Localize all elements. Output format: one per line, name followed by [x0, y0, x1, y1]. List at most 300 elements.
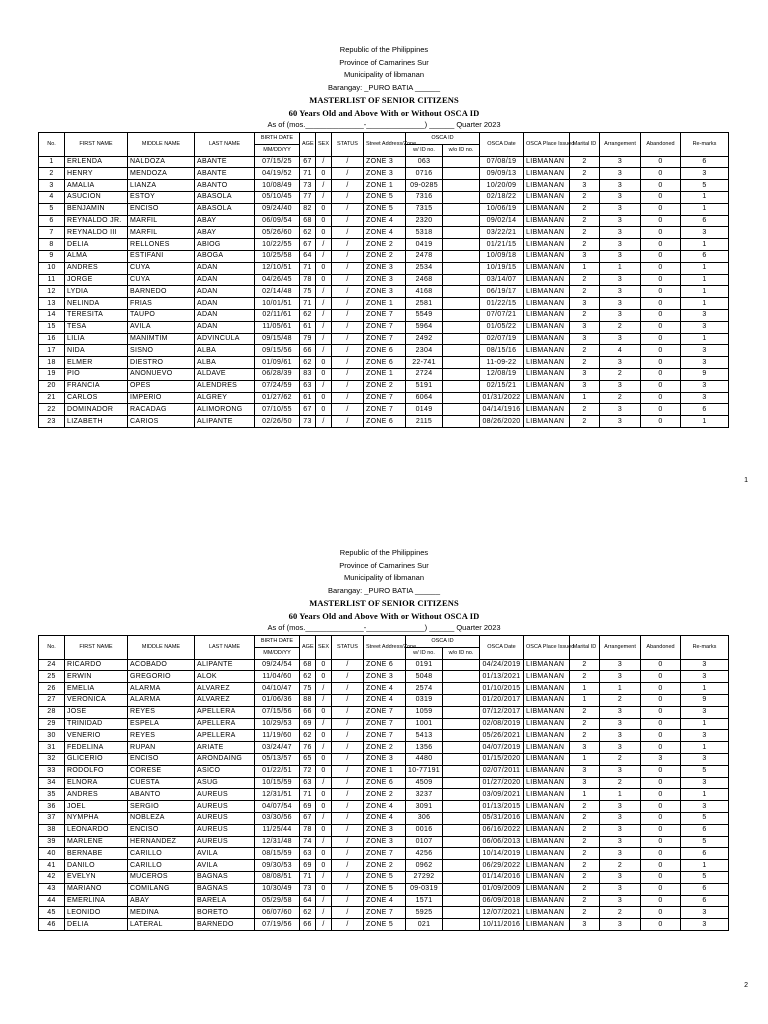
cell-sex: /: [316, 871, 332, 883]
cell-osca-date: 06/09/2018: [480, 895, 524, 907]
cell-birth-date: 12/31/51: [255, 789, 300, 801]
cell-first-name: EMELIA: [65, 683, 128, 695]
table-row: [39, 298, 729, 310]
cell-osca-without-id: [443, 333, 480, 345]
cell-no: 42: [39, 871, 65, 883]
document-subtitle: 60 Years Old and Above With or Without OSCA ID: [288, 610, 480, 621]
cell-osca-date: 03/09/2021: [480, 789, 524, 801]
cell-marital: 1: [570, 753, 600, 765]
cell-osca-with-id: 2320: [406, 215, 443, 227]
cell-osca-with-id: 4480: [406, 753, 443, 765]
table-row: [39, 919, 729, 931]
cell-first-name: GLICERIO: [65, 753, 128, 765]
cell-remarks: 9: [681, 368, 729, 380]
cell-first-name: ANDRES: [65, 262, 128, 274]
cell-osca-with-id: 1001: [406, 718, 443, 730]
cell-birth-date: 01/06/36: [255, 694, 300, 706]
cell-arrangement: 3: [600, 919, 641, 931]
cell-middle-name: MARFIL: [128, 215, 195, 227]
table-row: [39, 250, 729, 262]
col-sex: SEX: [316, 636, 332, 660]
col-sex: SEX: [316, 133, 332, 157]
cell-osca-place: LIBMANAN: [524, 671, 570, 683]
cell-osca-without-id: [443, 368, 480, 380]
cell-no: 35: [39, 789, 65, 801]
cell-street: ZONE 7: [364, 321, 406, 333]
cell-remarks: 3: [681, 321, 729, 333]
cell-first-name: ALMA: [65, 250, 128, 262]
cell-arrangement: 2: [600, 694, 641, 706]
cell-marital: 1: [570, 789, 600, 801]
cell-middle-name: LATERAL: [128, 919, 195, 931]
cell-age: 66: [300, 919, 316, 931]
table-row: [39, 380, 729, 392]
cell-age: 71: [300, 871, 316, 883]
cell-status: /: [332, 777, 364, 789]
cell-birth-date: 03/30/56: [255, 812, 300, 824]
cell-osca-place: LIBMANAN: [524, 345, 570, 357]
cell-middle-name: CARILLO: [128, 848, 195, 860]
cell-remarks: 1: [681, 298, 729, 310]
cell-osca-place: LIBMANAN: [524, 789, 570, 801]
cell-middle-name: ANONUEVO: [128, 368, 195, 380]
cell-age: 67: [300, 239, 316, 251]
cell-osca-place: LIBMANAN: [524, 416, 570, 428]
masterlist-table: [38, 635, 729, 931]
cell-status: /: [332, 168, 364, 180]
cell-abandoned: 0: [641, 227, 681, 239]
cell-arrangement: 3: [600, 659, 641, 671]
cell-osca-place: LIBMANAN: [524, 227, 570, 239]
cell-marital: 2: [570, 836, 600, 848]
cell-arrangement: 2: [600, 907, 641, 919]
cell-street: ZONE 7: [364, 848, 406, 860]
cell-marital: 2: [570, 227, 600, 239]
cell-arrangement: 1: [600, 789, 641, 801]
cell-osca-without-id: [443, 683, 480, 695]
cell-status: /: [332, 895, 364, 907]
cell-osca-with-id: 0419: [406, 239, 443, 251]
cell-first-name: NIDA: [65, 345, 128, 357]
cell-osca-without-id: [443, 907, 480, 919]
cell-osca-without-id: [443, 215, 480, 227]
cell-abandoned: 0: [641, 191, 681, 203]
cell-age: 62: [300, 671, 316, 683]
cell-osca-date: 01/31/2022: [480, 392, 524, 404]
cell-osca-place: LIBMANAN: [524, 203, 570, 215]
cell-first-name: LIZABETH: [65, 416, 128, 428]
cell-first-name: ERWIN: [65, 671, 128, 683]
cell-no: 1: [39, 156, 65, 168]
cell-last-name: BAGNAS: [195, 883, 255, 895]
cell-no: 22: [39, 404, 65, 416]
cell-no: 28: [39, 706, 65, 718]
cell-osca-with-id: 063: [406, 156, 443, 168]
cell-no: 11: [39, 274, 65, 286]
cell-remarks: 3: [681, 730, 729, 742]
cell-middle-name: SERGIO: [128, 801, 195, 813]
cell-osca-without-id: [443, 659, 480, 671]
cell-last-name: ARIATE: [195, 742, 255, 754]
cell-osca-date: 01/22/15: [480, 298, 524, 310]
cell-status: /: [332, 753, 364, 765]
cell-sex: /: [316, 718, 332, 730]
cell-osca-with-id: 5964: [406, 321, 443, 333]
cell-abandoned: 0: [641, 777, 681, 789]
cell-osca-place: LIBMANAN: [524, 907, 570, 919]
cell-first-name: EVELYN: [65, 871, 128, 883]
col-without-id: w/o ID no.: [443, 647, 480, 659]
cell-osca-date: 04/07/2019: [480, 742, 524, 754]
cell-last-name: AUREUS: [195, 812, 255, 824]
cell-marital: 3: [570, 742, 600, 754]
cell-abandoned: 0: [641, 404, 681, 416]
cell-first-name: LILIA: [65, 333, 128, 345]
cell-osca-date: 01/09/2009: [480, 883, 524, 895]
cell-abandoned: 0: [641, 836, 681, 848]
table-row: [39, 824, 729, 836]
cell-osca-with-id: 0319: [406, 694, 443, 706]
cell-sex: /: [316, 309, 332, 321]
cell-osca-without-id: [443, 883, 480, 895]
cell-age: 69: [300, 860, 316, 872]
cell-middle-name: CUYA: [128, 262, 195, 274]
cell-marital: 2: [570, 730, 600, 742]
cell-first-name: LEONIDO: [65, 907, 128, 919]
cell-remarks: 1: [681, 239, 729, 251]
cell-marital: 2: [570, 239, 600, 251]
cell-age: 73: [300, 416, 316, 428]
cell-birth-date: 06/09/54: [255, 215, 300, 227]
cell-middle-name: GREGORIO: [128, 671, 195, 683]
cell-age: 64: [300, 250, 316, 262]
cell-osca-with-id: 4509: [406, 777, 443, 789]
cell-first-name: DOMINADOR: [65, 404, 128, 416]
cell-osca-with-id: 5549: [406, 309, 443, 321]
header-republic: Republic of the Philippines: [339, 548, 429, 557]
cell-osca-date: 01/05/22: [480, 321, 524, 333]
cell-sex: /: [316, 919, 332, 931]
cell-status: /: [332, 357, 364, 369]
cell-last-name: BORETO: [195, 907, 255, 919]
cell-age: 68: [300, 215, 316, 227]
cell-sex: 0: [316, 671, 332, 683]
cell-remarks: 1: [681, 203, 729, 215]
cell-remarks: 3: [681, 907, 729, 919]
header-republic: Republic of the Philippines: [339, 45, 429, 54]
cell-birth-date: 09/30/53: [255, 860, 300, 872]
cell-arrangement: 3: [600, 706, 641, 718]
cell-osca-without-id: [443, 239, 480, 251]
cell-last-name: ALVAREZ: [195, 683, 255, 695]
cell-remarks: 5: [681, 812, 729, 824]
cell-no: 38: [39, 824, 65, 836]
cell-street: ZONE 1: [364, 180, 406, 192]
col-osca-place: OSCA Place Issued: [524, 133, 570, 157]
cell-status: /: [332, 694, 364, 706]
cell-osca-with-id: 5048: [406, 671, 443, 683]
cell-middle-name: RACADAG: [128, 404, 195, 416]
cell-marital: 3: [570, 380, 600, 392]
cell-arrangement: 3: [600, 309, 641, 321]
cell-status: /: [332, 907, 364, 919]
cell-last-name: BARELA: [195, 895, 255, 907]
cell-sex: /: [316, 380, 332, 392]
cell-abandoned: 0: [641, 203, 681, 215]
cell-abandoned: 0: [641, 156, 681, 168]
cell-osca-date: 03/22/21: [480, 227, 524, 239]
cell-status: /: [332, 416, 364, 428]
document-header: [0, 44, 768, 132]
cell-middle-name: CARIOS: [128, 416, 195, 428]
cell-no: 5: [39, 203, 65, 215]
col-with-id: w/ ID no.: [406, 647, 443, 659]
cell-age: 63: [300, 777, 316, 789]
cell-first-name: AMALIA: [65, 180, 128, 192]
cell-osca-without-id: [443, 753, 480, 765]
col-arrangement: Arrangement: [600, 133, 641, 157]
cell-osca-without-id: [443, 321, 480, 333]
cell-age: 67: [300, 404, 316, 416]
cell-age: 69: [300, 801, 316, 813]
cell-osca-without-id: [443, 227, 480, 239]
cell-abandoned: 0: [641, 730, 681, 742]
cell-marital: 2: [570, 156, 600, 168]
cell-osca-date: 01/27/2020: [480, 777, 524, 789]
cell-osca-place: LIBMANAN: [524, 812, 570, 824]
cell-osca-date: 10/20/09: [480, 180, 524, 192]
cell-sex: 0: [316, 274, 332, 286]
cell-sex: /: [316, 298, 332, 310]
cell-remarks: 3: [681, 777, 729, 789]
cell-marital: 2: [570, 812, 600, 824]
table-row: [39, 671, 729, 683]
cell-birth-date: 03/24/47: [255, 742, 300, 754]
cell-arrangement: 3: [600, 871, 641, 883]
cell-no: 19: [39, 368, 65, 380]
cell-marital: 2: [570, 274, 600, 286]
cell-birth-date: 04/26/45: [255, 274, 300, 286]
cell-middle-name: ALARMA: [128, 683, 195, 695]
cell-marital: 2: [570, 706, 600, 718]
cell-last-name: ABIOG: [195, 239, 255, 251]
cell-marital: 2: [570, 895, 600, 907]
cell-osca-without-id: [443, 706, 480, 718]
cell-arrangement: 3: [600, 742, 641, 754]
table-row: [39, 694, 729, 706]
cell-abandoned: 0: [641, 789, 681, 801]
cell-abandoned: 0: [641, 250, 681, 262]
cell-osca-without-id: [443, 392, 480, 404]
cell-middle-name: ALARMA: [128, 694, 195, 706]
cell-remarks: 6: [681, 895, 729, 907]
cell-osca-with-id: 1356: [406, 742, 443, 754]
cell-osca-with-id: 5191: [406, 380, 443, 392]
cell-sex: /: [316, 777, 332, 789]
cell-first-name: BERNABE: [65, 848, 128, 860]
cell-osca-with-id: 2534: [406, 262, 443, 274]
cell-birth-date: 02/11/61: [255, 309, 300, 321]
cell-age: 63: [300, 380, 316, 392]
cell-no: 9: [39, 250, 65, 262]
cell-abandoned: 0: [641, 848, 681, 860]
cell-marital: 1: [570, 683, 600, 695]
cell-osca-place: LIBMANAN: [524, 683, 570, 695]
cell-age: 69: [300, 718, 316, 730]
cell-osca-date: 06/06/2013: [480, 836, 524, 848]
cell-status: /: [332, 156, 364, 168]
cell-no: 8: [39, 239, 65, 251]
cell-osca-date: 01/15/2020: [480, 753, 524, 765]
cell-arrangement: 3: [600, 730, 641, 742]
cell-remarks: 1: [681, 333, 729, 345]
cell-status: /: [332, 227, 364, 239]
cell-age: 66: [300, 706, 316, 718]
table-row: [39, 286, 729, 298]
cell-no: 36: [39, 801, 65, 813]
cell-osca-place: LIBMANAN: [524, 765, 570, 777]
cell-first-name: ANDRES: [65, 789, 128, 801]
cell-osca-with-id: 7315: [406, 203, 443, 215]
cell-no: 44: [39, 895, 65, 907]
cell-marital: 2: [570, 345, 600, 357]
cell-birth-date: 12/31/48: [255, 836, 300, 848]
cell-marital: 2: [570, 801, 600, 813]
col-without-id: w/o ID no.: [443, 144, 480, 156]
cell-status: /: [332, 262, 364, 274]
table-row: [39, 168, 729, 180]
cell-birth-date: 12/10/51: [255, 262, 300, 274]
cell-first-name: VENERIO: [65, 730, 128, 742]
cell-first-name: DELIA: [65, 239, 128, 251]
cell-arrangement: 3: [600, 416, 641, 428]
cell-remarks: 1: [681, 286, 729, 298]
cell-birth-date: 02/26/50: [255, 416, 300, 428]
cell-osca-without-id: [443, 671, 480, 683]
cell-last-name: ABANTE: [195, 168, 255, 180]
cell-marital: 2: [570, 404, 600, 416]
cell-last-name: ASICO: [195, 765, 255, 777]
cell-osca-without-id: [443, 730, 480, 742]
cell-osca-place: LIBMANAN: [524, 392, 570, 404]
col-age: AGE: [300, 636, 316, 660]
cell-birth-date: 07/10/55: [255, 404, 300, 416]
cell-birth-date: 09/15/48: [255, 333, 300, 345]
cell-first-name: RODOLFO: [65, 765, 128, 777]
table-row: [39, 753, 729, 765]
table-row: [39, 907, 729, 919]
cell-no: 13: [39, 298, 65, 310]
col-osca-date: OSCA Date: [480, 133, 524, 157]
cell-osca-place: LIBMANAN: [524, 321, 570, 333]
cell-last-name: ADAN: [195, 286, 255, 298]
cell-abandoned: 0: [641, 706, 681, 718]
cell-marital: 3: [570, 321, 600, 333]
cell-abandoned: 0: [641, 860, 681, 872]
cell-age: 62: [300, 227, 316, 239]
cell-no: 45: [39, 907, 65, 919]
cell-arrangement: 3: [600, 239, 641, 251]
cell-age: 66: [300, 345, 316, 357]
cell-no: 26: [39, 683, 65, 695]
cell-age: 75: [300, 286, 316, 298]
cell-osca-place: LIBMANAN: [524, 730, 570, 742]
cell-street: ZONE 4: [364, 694, 406, 706]
cell-osca-place: LIBMANAN: [524, 298, 570, 310]
cell-osca-without-id: [443, 357, 480, 369]
cell-osca-date: 01/21/15: [480, 239, 524, 251]
cell-no: 6: [39, 215, 65, 227]
cell-abandoned: 0: [641, 895, 681, 907]
cell-no: 43: [39, 883, 65, 895]
cell-last-name: AUREUS: [195, 824, 255, 836]
cell-street: ZONE 2: [364, 742, 406, 754]
cell-birth-date: 09/15/56: [255, 345, 300, 357]
cell-sex: 0: [316, 368, 332, 380]
cell-sex: 0: [316, 824, 332, 836]
cell-birth-date: 02/14/48: [255, 286, 300, 298]
cell-middle-name: BARNEDO: [128, 286, 195, 298]
table-row: [39, 742, 729, 754]
cell-marital: 2: [570, 860, 600, 872]
cell-birth-date: 10/30/49: [255, 883, 300, 895]
cell-abandoned: 0: [641, 683, 681, 695]
cell-age: 65: [300, 753, 316, 765]
cell-street: ZONE 5: [364, 919, 406, 931]
cell-no: 2: [39, 168, 65, 180]
cell-status: /: [332, 203, 364, 215]
cell-osca-with-id: 2581: [406, 298, 443, 310]
cell-arrangement: 2: [600, 392, 641, 404]
cell-status: /: [332, 239, 364, 251]
cell-osca-place: LIBMANAN: [524, 718, 570, 730]
cell-first-name: TERESITA: [65, 309, 128, 321]
cell-age: 88: [300, 694, 316, 706]
cell-osca-place: LIBMANAN: [524, 895, 570, 907]
cell-status: /: [332, 671, 364, 683]
cell-birth-date: 11/25/44: [255, 824, 300, 836]
cell-first-name: NELINDA: [65, 298, 128, 310]
cell-middle-name: ENCISO: [128, 753, 195, 765]
cell-osca-without-id: [443, 789, 480, 801]
col-street: Street Address/Zone: [364, 133, 406, 157]
cell-osca-date: 02/08/2019: [480, 718, 524, 730]
cell-abandoned: 0: [641, 215, 681, 227]
cell-no: 4: [39, 191, 65, 203]
cell-arrangement: 3: [600, 380, 641, 392]
cell-osca-place: LIBMANAN: [524, 168, 570, 180]
cell-status: /: [332, 368, 364, 380]
cell-middle-name: CUYA: [128, 274, 195, 286]
cell-remarks: 3: [681, 706, 729, 718]
cell-abandoned: 0: [641, 333, 681, 345]
cell-last-name: ALVAREZ: [195, 694, 255, 706]
cell-marital: 2: [570, 848, 600, 860]
cell-middle-name: ABANTO: [128, 789, 195, 801]
cell-osca-place: LIBMANAN: [524, 156, 570, 168]
cell-middle-name: IMPERIO: [128, 392, 195, 404]
cell-last-name: ADAN: [195, 309, 255, 321]
cell-age: 74: [300, 836, 316, 848]
cell-osca-without-id: [443, 191, 480, 203]
cell-osca-without-id: [443, 824, 480, 836]
cell-osca-without-id: [443, 180, 480, 192]
cell-sex: /: [316, 250, 332, 262]
cell-osca-date: 12/07/2021: [480, 907, 524, 919]
col-middle-name: MIDDLE NAME: [128, 636, 195, 660]
cell-arrangement: 3: [600, 286, 641, 298]
col-osca-date: OSCA Date: [480, 636, 524, 660]
